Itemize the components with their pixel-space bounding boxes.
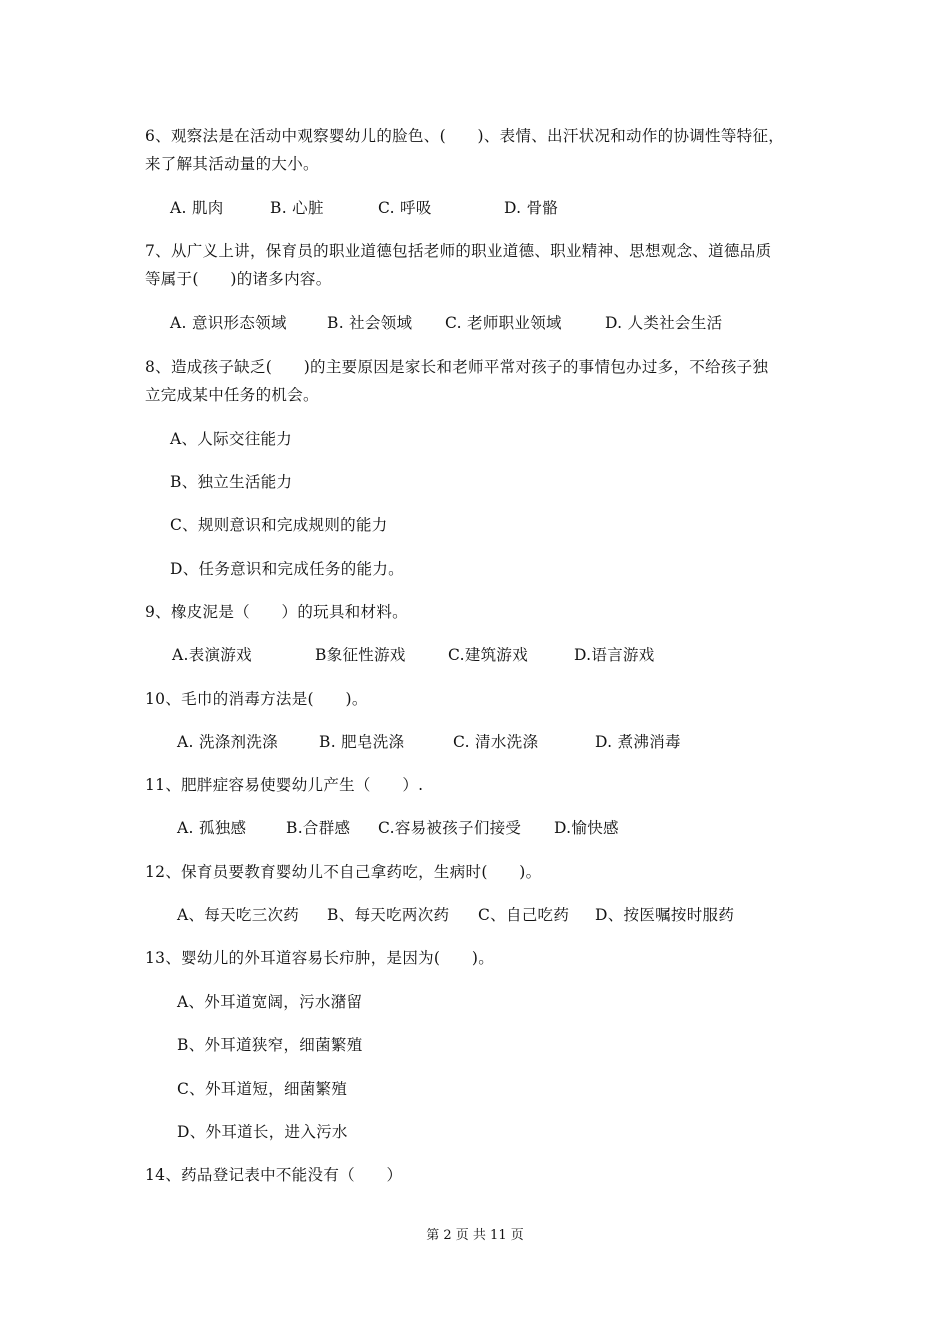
option: D. 人类社会生活 xyxy=(605,314,723,332)
option: D、按医嘱按时服药 xyxy=(595,906,735,924)
question-11-text: 11、肥胖症容易使婴幼儿产生（ ）. xyxy=(145,776,424,794)
question-13-option-b: B、外耳道狭窄，细菌繁殖 xyxy=(177,1036,363,1054)
option: B. 肥皂洗涤 xyxy=(319,733,405,751)
question-9-text: 9、橡皮泥是（ ）的玩具和材料。 xyxy=(145,603,408,621)
question-10-text: 10、毛巾的消毒方法是( )。 xyxy=(145,690,368,708)
option: C、自己吃药 xyxy=(478,906,570,924)
question-13-text: 13、婴幼儿的外耳道容易长疖肿，是因为( )。 xyxy=(145,949,495,967)
option: C. 呼吸 xyxy=(378,199,432,217)
option: C. 清水洗涤 xyxy=(453,733,539,751)
option: A. 意识形态领域 xyxy=(170,314,287,332)
page-number-footer: 第 2 页 共 11 页 xyxy=(426,1228,524,1243)
option: D. 煮沸消毒 xyxy=(595,733,681,751)
question-6-text-cont: 来了解其活动量的大小。 xyxy=(145,155,319,173)
question-8-option-b: B、独立生活能力 xyxy=(170,473,293,491)
option: C.容易被孩子们接受 xyxy=(378,819,522,837)
question-14-text: 14、药品登记表中不能没有（ ） xyxy=(145,1166,403,1184)
option: B、每天吃两次药 xyxy=(327,906,450,924)
question-7-text-cont: 等属于( )的诸多内容。 xyxy=(145,270,332,288)
question-13-option-d: D、外耳道长，进入污水 xyxy=(177,1123,348,1141)
option: A. 洗涤剂洗涤 xyxy=(177,733,278,751)
option: C. 老师职业领域 xyxy=(445,314,562,332)
question-8-text-cont: 立完成某中任务的机会。 xyxy=(145,386,319,404)
option: B.合群感 xyxy=(286,819,351,837)
option: A. 孤独感 xyxy=(177,819,247,837)
option: D. 骨骼 xyxy=(504,199,559,217)
option: C.建筑游戏 xyxy=(448,646,529,664)
option: B. 心脏 xyxy=(270,199,324,217)
question-8-text: 8、造成孩子缺乏( )的主要原因是家长和老师平常对孩子的事情包办过多，不给孩子独 xyxy=(145,358,769,376)
option: D.语言游戏 xyxy=(574,646,655,664)
option: B象征性游戏 xyxy=(315,646,406,664)
option: D.愉快感 xyxy=(554,819,619,837)
question-13-option-a: A、外耳道宽阔，污水潴留 xyxy=(177,993,363,1011)
question-6-text: 6、观察法是在活动中观察婴幼儿的脸色、( )、表情、出汗状况和动作的协调性等特征， xyxy=(145,127,785,145)
question-7-text: 7、从广义上讲，保育员的职业道德包括老师的职业道德、职业精神、思想观念、道德品质 xyxy=(145,242,772,260)
option: A、每天吃三次药 xyxy=(177,906,300,924)
option: A.表演游戏 xyxy=(172,646,252,664)
question-13-option-c: C、外耳道短，细菌繁殖 xyxy=(177,1080,348,1098)
option: B. 社会领域 xyxy=(327,314,413,332)
option: A. 肌肉 xyxy=(170,199,224,217)
question-8-option-c: C、规则意识和完成规则的能力 xyxy=(170,516,388,534)
question-8-option-a: A、人际交往能力 xyxy=(170,430,293,448)
question-8-option-d: D、任务意识和完成任务的能力。 xyxy=(170,560,404,578)
question-12-text: 12、保育员要教育婴幼儿不自己拿药吃，生病时( )。 xyxy=(145,863,542,881)
